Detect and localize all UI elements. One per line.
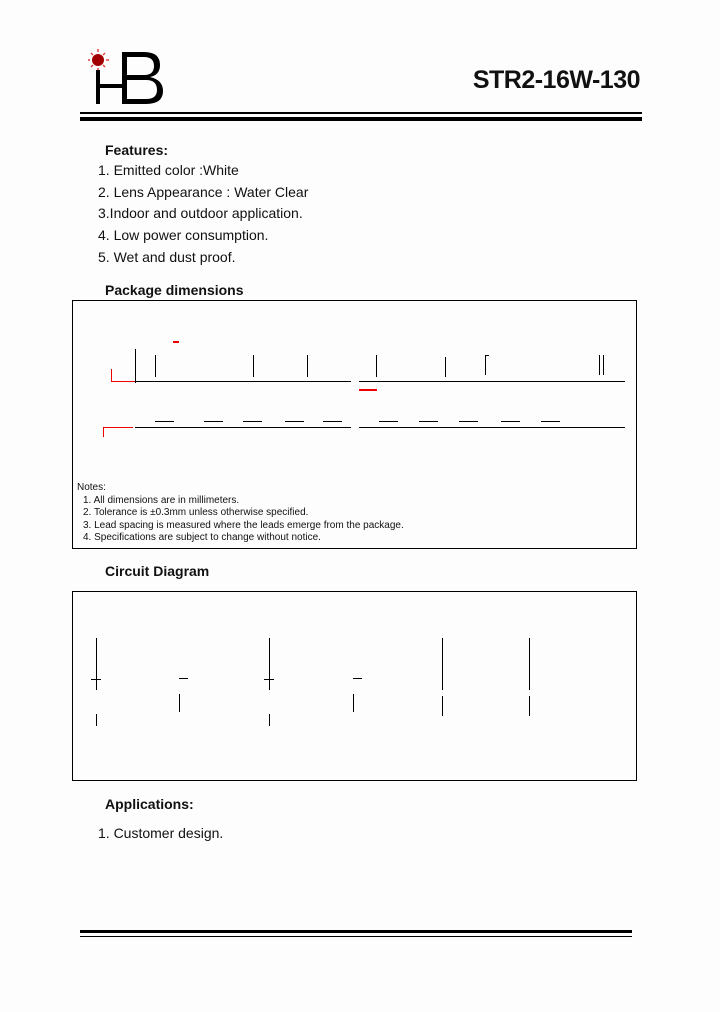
note-item: 4. Specifications are subject to change without notice. <box>83 532 321 543</box>
note-item: 3. Lead spacing is measured where the leads emerge from the package. <box>83 520 404 531</box>
feature-item: 2. Lens Appearance : Water Clear <box>98 184 309 200</box>
footer-divider-thick <box>80 930 632 933</box>
feature-item: 1. Emitted color :White <box>98 162 239 178</box>
circuit-heading: Circuit Diagram <box>105 563 210 579</box>
note-item: 1. All dimensions are in millimeters. <box>83 495 240 506</box>
logo-sun-icon <box>88 48 168 106</box>
feature-item: 3.Indoor and outdoor application. <box>98 205 303 221</box>
notes-heading: Notes: <box>77 482 106 493</box>
package-heading: Package dimensions <box>105 282 244 298</box>
company-logo <box>88 48 168 106</box>
package-dimensions-box <box>72 300 637 549</box>
header-divider <box>80 112 642 114</box>
feature-item: 5. Wet and dust proof. <box>98 249 236 265</box>
part-number: STR2-16W-130 <box>472 66 640 94</box>
applications-heading: Applications: <box>105 796 194 812</box>
footer-divider <box>80 936 632 937</box>
circuit-diagram-box <box>72 591 637 781</box>
application-item: 1. Customer design. <box>98 825 224 841</box>
features-heading: Features: <box>105 142 169 158</box>
feature-item: 4. Low power consumption. <box>98 227 269 243</box>
note-item: 2. Tolerance is ±0.3mm unless otherwise specified. <box>83 507 309 518</box>
header-divider-thick <box>80 117 642 121</box>
